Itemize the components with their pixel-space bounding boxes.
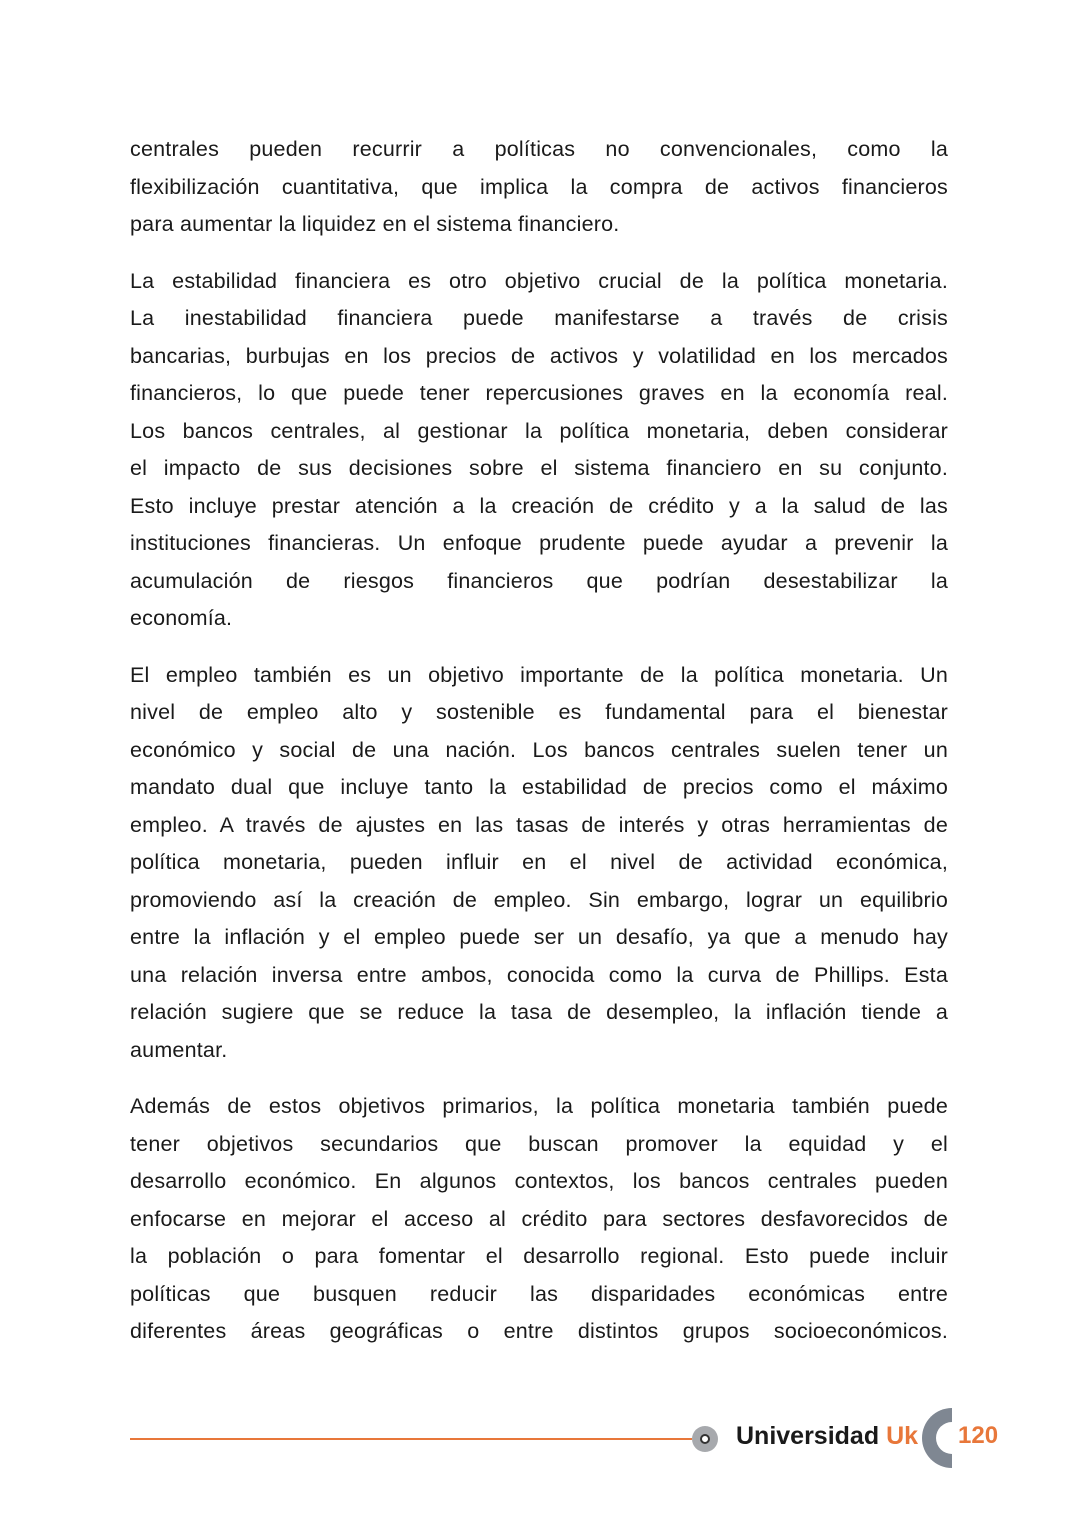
text-line: La inestabilidad financiera puede manifestarse a través de crisis xyxy=(130,306,948,330)
paragraph xyxy=(130,263,948,638)
page-number: 120 xyxy=(958,1422,999,1449)
text-line: empleo. A través de ajustes en las tasas de interés y otras herramientas de xyxy=(130,812,948,837)
text-line: Además de estos objetivos primarios, la política monetaria también puede xyxy=(130,1094,948,1118)
text-line: Esto incluye prestar atención a la creación de crédito y a la salud de las xyxy=(130,493,948,518)
text-line: centrales pueden recurrir a políticas no convencionales, como la xyxy=(130,137,948,161)
text-line: tener objetivos secundarios que buscan promover la equidad y el xyxy=(130,1131,948,1156)
text-line: desarrollo económico. En algunos contextos, los bancos centrales pueden xyxy=(130,1169,948,1193)
logo-circle-icon xyxy=(692,1426,718,1452)
text-line: promoviendo así la creación de empleo. Sin embargo, lograr un equilibrio xyxy=(130,887,948,912)
text-line: bancarias, burbujas en los precios de activos y volatilidad en los mercados xyxy=(130,343,948,368)
text-line: Los bancos centrales, al gestionar la política monetaria, deben considerar xyxy=(130,418,948,443)
text-line: flexibilización cuantitativa, que implica la compra de activos financieros xyxy=(130,174,948,199)
brand-name-text: Universidad xyxy=(736,1422,880,1450)
text-line: El empleo también es un objetivo importante de la política monetaria. Un xyxy=(130,662,948,687)
text-line: políticas que busquen reducir las disparidades económicas entre xyxy=(130,1281,948,1306)
text-line: instituciones financieras. Un enfoque prudente puede ayudar a prevenir la xyxy=(130,531,948,555)
text-line: aumentar. xyxy=(130,1037,228,1062)
text-line: economía. xyxy=(130,606,233,630)
body-text xyxy=(130,131,948,1370)
text-line: diferentes áreas geográficas o entre distintos grupos socioeconómicos. xyxy=(130,1319,948,1343)
text-line: acumulación de riesgos financieros que podrían desestabilizar la xyxy=(130,568,948,593)
paragraph xyxy=(130,657,948,1070)
paragraph xyxy=(130,1088,948,1351)
brand-suffix: Uk xyxy=(886,1422,919,1450)
brand-name xyxy=(736,1422,918,1451)
text-line: económico y social de una nación. Los bancos centrales suelen tener un xyxy=(130,737,948,762)
footer-divider xyxy=(130,1438,692,1440)
text-line: para aumentar la liquidez en el sistema financiero. xyxy=(130,212,620,236)
text-line: el impacto de sus decisiones sobre el sistema financiero en su conjunto. xyxy=(130,456,948,480)
text-line: La estabilidad financiera es otro objetivo crucial de la política monetaria. xyxy=(130,268,948,293)
text-line: enfocarse en mejorar el acceso al crédito para sectores desfavorecidos de xyxy=(130,1206,948,1231)
text-line: política monetaria, pueden influir en el nivel de actividad económica, xyxy=(130,850,948,874)
text-line: una relación inversa entre ambos, conocida como la curva de Phillips. Esta xyxy=(130,962,948,987)
text-line: relación sugiere que se reduce la tasa de desempleo, la inflación tiende a xyxy=(130,1000,948,1024)
text-line: mandato dual que incluye tanto la estabilidad de precios como el máximo xyxy=(130,775,948,799)
text-line: entre la inflación y el empleo puede ser un desafío, ya que a menudo hay xyxy=(130,925,948,949)
text-line: nivel de empleo alto y sostenible es fundamental para el bienestar xyxy=(130,700,948,724)
text-line: la población o para fomentar el desarrollo regional. Esto puede incluir xyxy=(130,1244,948,1268)
paragraph xyxy=(130,131,948,244)
text-line: financieros, lo que puede tener repercusiones graves en la economía real. xyxy=(130,381,948,405)
